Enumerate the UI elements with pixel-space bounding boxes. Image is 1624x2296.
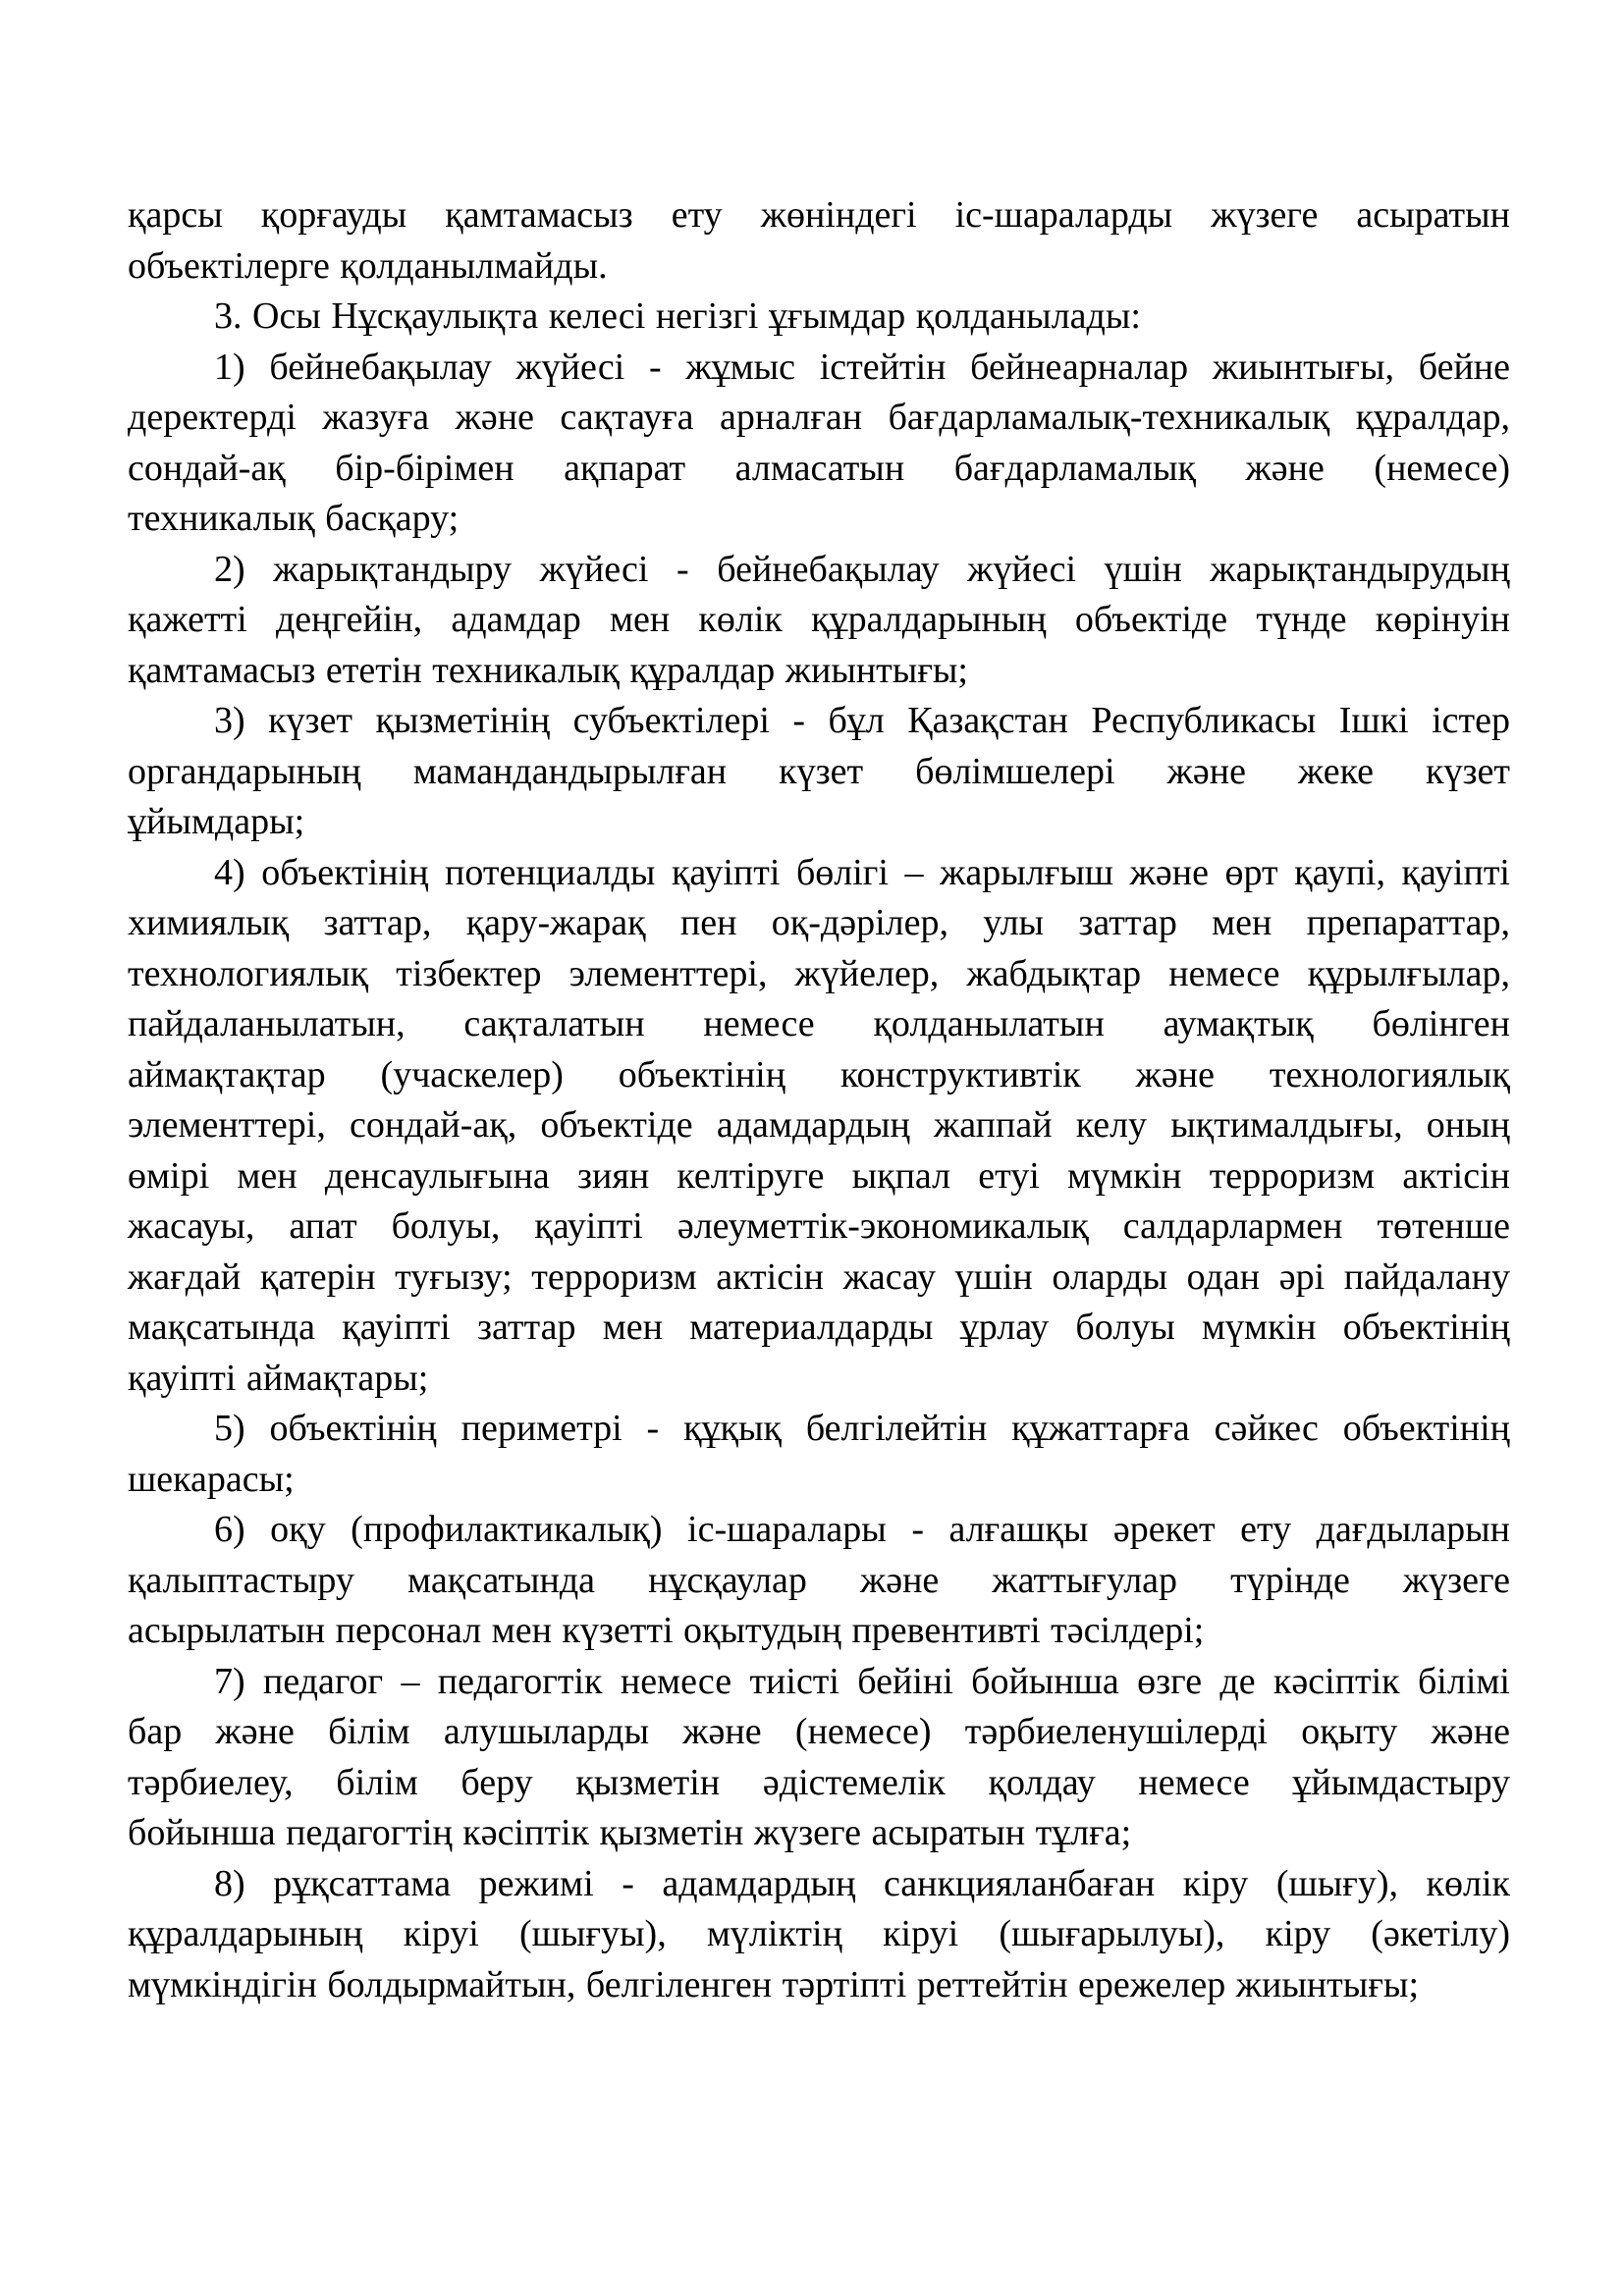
text-line: мүмкіндігін болдырмайтын, белгіленген тәртіпті реттейтін ережелер жиынтығы;: [128, 1963, 1419, 2005]
paragraph: [128, 1657, 1510, 1859]
paragraph: [128, 1505, 1510, 1657]
paragraph: [128, 848, 1510, 1405]
text-line: пайдаланылатын, сақталатын немесе қолданылатын аумақтық бөлінген: [128, 1003, 1510, 1044]
paragraph: [128, 1404, 1510, 1505]
paragraph: [128, 1859, 1510, 2011]
text-line: 7) педагог – педагогтік немесе тиісті бейіні бойынша өзге де кәсіптік білімі: [214, 1660, 1510, 1702]
text-line: химиялық заттар, қару-жарақ пен оқ-дәрілер, улы заттар мен препараттар,: [128, 902, 1510, 943]
text-line: қажетті деңгейін, адамдар мен көлік құралдарының объектіде түнде көрінуін: [128, 599, 1510, 640]
text-line: шекарасы;: [128, 1458, 295, 1500]
text-line: асырылатын персонал мен күзетті оқытудың превентивті тәсілдері;: [128, 1610, 1205, 1651]
document-body: [128, 190, 1510, 2010]
text-line: 1) бейнебақылау жүйесі - жұмыс істейтін бейнеарналар жиынтығы, бейне: [214, 346, 1510, 388]
paragraph: [128, 696, 1510, 848]
text-line: 3) күзет қызметінің субъектілері - бұл Қазақстан Республикасы Ішкі істер: [214, 700, 1510, 741]
paragraph: [128, 292, 1510, 343]
text-line: ұйымдары;: [128, 801, 305, 842]
text-line: технологиялық тізбектер элементтері, жүйелер, жабдықтар немесе құрылғылар,: [128, 952, 1510, 994]
paragraph: [128, 545, 1510, 697]
text-line: бар және білім алушыларды және (немесе) тәрбиеленушілерді оқыту және: [128, 1711, 1510, 1752]
text-line: техникалық басқару;: [128, 498, 460, 539]
text-line: мақсатында қауіпті заттар мен материалдарды ұрлау болуы мүмкін объектінің: [128, 1307, 1510, 1348]
paragraph: [128, 190, 1510, 292]
text-line: құралдарының кіруі (шығуы), мүліктің кіруі (шығарылуы), кіру (әкетілу): [128, 1913, 1510, 1954]
text-line: аймақтақтар (учаскелер) объектінің конструктивтік және технологиялық: [128, 1053, 1510, 1095]
text-line: жағдай қатерін туғызу; терроризм актісін жасау үшін оларды одан әрі пайдалану: [128, 1255, 1510, 1298]
text-line: қауіпті аймақтары;: [128, 1357, 429, 1399]
text-line: объектілерге қолданылмайды.: [128, 244, 608, 287]
text-line: 2) жарықтандыру жүйесі - бейнебақылау жүйесі үшін жарықтандырудың: [214, 548, 1510, 590]
text-line: бойынша педагогтің кәсіптік қызметін жүзеге асыратын тұлға;: [128, 1812, 1132, 1853]
text-line: 5) объектінің периметрі - құқық белгілейтін құжаттарға сәйкес объектінің: [214, 1408, 1510, 1449]
text-line: 3. Осы Нұсқаулықта келесі негізгі ұғымдар қолданылады:: [214, 295, 1141, 337]
text-line: қарсы қорғауды қамтамасыз ету жөніндегі іс-шараларды жүзеге асыратын: [128, 194, 1510, 236]
text-line: қамтамасыз ететін техникалық құралдар жиынтығы;: [128, 649, 968, 691]
text-line: органдарының мамандандырылған күзет бөлімшелері және жеке күзет: [128, 750, 1510, 792]
text-line: тәрбиелеу, білім беру қызметін әдістемелік қолдау немесе ұйымдастыру: [128, 1761, 1510, 1803]
text-line: 8) рұқсаттама режимі - адамдардың санкцияланбаған кіру (шығу), көлік: [214, 1862, 1510, 1904]
text-line: деректерді жазуға және сақтауға арналған бағдарламалық-техникалық құралдар,: [128, 397, 1510, 438]
text-line: жасауы, апат болуы, қауіпті әлеуметтік-экономикалық салдарлармен төтенше: [128, 1205, 1510, 1247]
text-line: 4) объектінің потенциалды қауіпті бөлігі – жарылғыш және өрт қаупі, қауіпті: [214, 851, 1510, 893]
paragraph: [128, 343, 1510, 545]
text-line: 6) оқу (профилактикалық) іс-шаралары - алғашқы әрекет ету дағдыларын: [214, 1509, 1510, 1550]
text-line: өмірі мен денсаулығына зиян келтіруге ықпал етуі мүмкін терроризм актісін: [128, 1154, 1510, 1197]
text-line: элементтері, сондай-ақ, объектіде адамдардың жаппай келу ықтималдығы, оның: [128, 1104, 1510, 1146]
text-line: қалыптастыру мақсатында нұсқаулар және жаттығулар түрінде жүзеге: [128, 1559, 1510, 1601]
text-line: сондай-ақ бір-бірімен ақпарат алмасатын бағдарламалық және (немесе): [128, 447, 1510, 489]
